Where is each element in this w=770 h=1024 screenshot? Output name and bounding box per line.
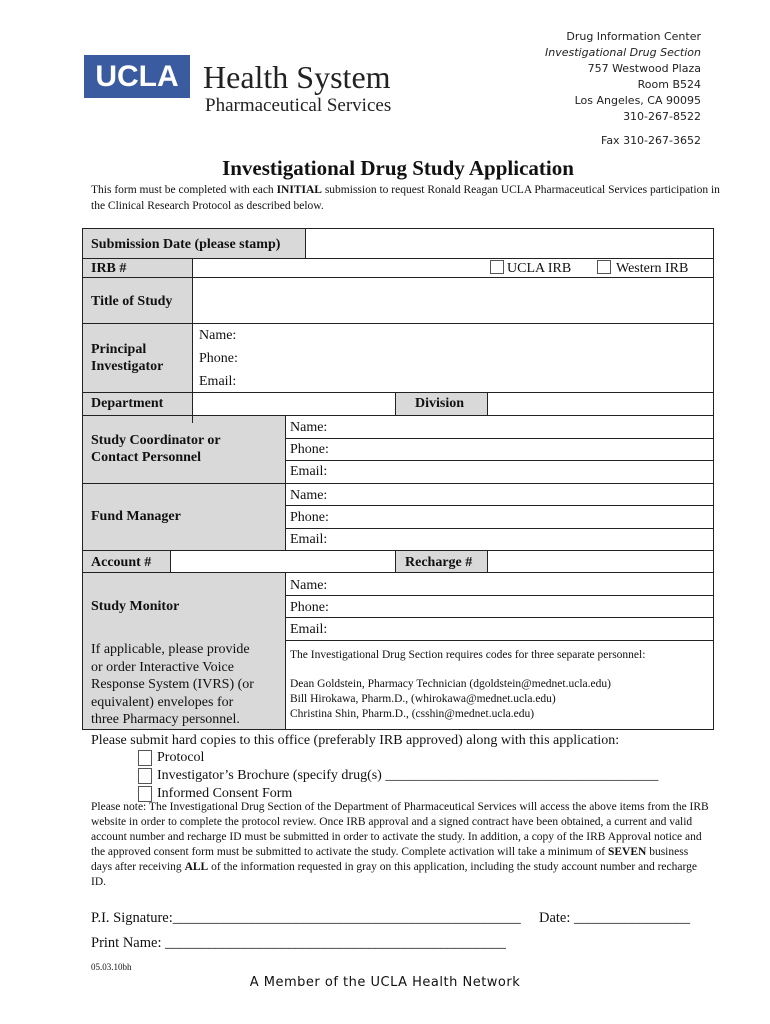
sep: [305, 228, 306, 258]
revision-code: 05.03.10bh: [91, 962, 132, 972]
address-line: Drug Information Center: [566, 30, 701, 43]
intro-bold: INITIAL: [276, 184, 322, 196]
recharge-label: Recharge #: [405, 555, 473, 570]
irb-label: IRB #: [91, 261, 127, 276]
pi-email-field[interactable]: Email:: [199, 374, 237, 389]
sep: [285, 617, 714, 618]
sep: [395, 392, 396, 415]
footer: A Member of the UCLA Health Network: [249, 975, 521, 990]
western-irb-label: Western IRB: [616, 261, 689, 276]
brochure-checkbox[interactable]: [138, 768, 152, 784]
intro-post: submission to request Ronald Reagan UCLA Pharmaceutical Services participation in the Clinical Research Protocol as described below.: [91, 184, 720, 212]
ivrs-instructions: [91, 641, 254, 729]
sep: [285, 595, 714, 596]
fax-number: Fax 310-267-3652: [601, 134, 701, 147]
fund-manager-name-field[interactable]: Name:: [290, 488, 328, 503]
protocol-label: Protocol: [157, 750, 205, 765]
sep: [82, 572, 714, 573]
western-irb-checkbox[interactable]: [597, 260, 611, 274]
address-line: Investigational Drug Section: [545, 46, 701, 59]
ivrs-line: equivalent) envelopes for: [91, 694, 234, 710]
fund-manager-phone-field[interactable]: Phone:: [290, 510, 329, 525]
sep: [285, 640, 714, 641]
study-monitor-label: Study Monitor: [91, 599, 180, 614]
ivrs-line: If applicable, please provide: [91, 642, 250, 657]
sep: [192, 258, 193, 423]
address-line: Room B524: [637, 78, 701, 91]
ivrs-info-bottom: [285, 729, 714, 730]
logo-health-system: Health System: [203, 59, 391, 95]
sep: [395, 550, 396, 572]
ivrs-info: The Investigational Drug Section requires codes for three separate personnel:: [290, 649, 646, 661]
personnel-item: Bill Hirokawa, Pharm.D., (whirokawa@mednet.ucla.edu): [290, 693, 556, 705]
ivrs-line: Response System (IVRS) (or: [91, 677, 254, 692]
form-border-bottom: [82, 729, 285, 730]
date-line[interactable]: Date: ________________: [539, 910, 691, 926]
personnel-item: Christina Shin, Pharm.D., (csshin@mednet.ucla.edu): [290, 708, 535, 720]
note-text: of the information requested in gray on this application, including the study account number and recharge ID.: [91, 861, 697, 888]
form-border-left: [82, 228, 83, 730]
submission-date-label: Submission Date (please stamp): [91, 237, 281, 252]
please-note-text: [91, 800, 711, 890]
pi-phone-field[interactable]: Phone:: [199, 351, 238, 366]
ivrs-line: or order Interactive Voice: [91, 659, 234, 675]
logo-pharmaceutical-services: Pharmaceutical Services: [205, 95, 392, 116]
sep: [285, 505, 714, 506]
print-name-line[interactable]: Print Name: _______________________________________________: [91, 935, 506, 951]
address-line: 757 Westwood Plaza: [587, 62, 701, 75]
division-label: Division: [415, 396, 465, 411]
sep: [82, 323, 714, 324]
intro-text: [91, 182, 731, 214]
address-line: 310-267-8522: [623, 110, 701, 123]
sep: [285, 460, 714, 461]
sep: [82, 483, 714, 484]
monitor-phone-field[interactable]: Phone:: [290, 600, 329, 615]
sep: [82, 277, 714, 278]
form-border-right: [713, 228, 714, 730]
sep: [487, 392, 488, 415]
pi-signature-line[interactable]: P.I. Signature:________________________________________________: [91, 910, 521, 926]
sep: [170, 550, 171, 572]
personnel-item: Dean Goldstein, Pharmacy Technician (dgoldstein@mednet.ucla.edu): [290, 678, 611, 690]
intro-pre: This form must be completed with each: [91, 184, 277, 196]
pi-label-line1: Principal: [91, 342, 147, 357]
account-label: Account #: [91, 555, 152, 570]
personnel-list: [290, 677, 611, 722]
monitor-name-field[interactable]: Name:: [290, 578, 328, 593]
ucla-logo: UCLA: [84, 55, 190, 98]
note-bold: ALL: [184, 861, 209, 873]
sep: [285, 528, 714, 529]
pi-name-field[interactable]: Name:: [199, 328, 237, 343]
sep: [82, 392, 714, 393]
note-bold: SEVEN: [607, 846, 647, 858]
fund-manager-label: Fund Manager: [91, 509, 181, 524]
protocol-checkbox[interactable]: [138, 750, 152, 766]
coordinator-label-line1: Study Coordinator or: [91, 433, 221, 448]
submit-intro: Please submit hard copies to this office (preferably IRB approved) along with this application:: [91, 733, 620, 748]
coordinator-label-line2: Contact Personnel: [91, 450, 202, 465]
ivrs-line: three Pharmacy personnel.: [91, 712, 240, 727]
page-title: Investigational Drug Study Application: [222, 156, 574, 180]
title-of-study-label: Title of Study: [91, 294, 173, 309]
fund-manager-email-field[interactable]: Email:: [290, 532, 328, 547]
sep: [487, 550, 488, 572]
sep: [82, 415, 714, 416]
address-block: [545, 29, 701, 149]
ucla-irb-label: UCLA IRB: [507, 261, 572, 276]
form-border-top: [82, 228, 714, 229]
department-label: Department: [91, 396, 164, 411]
address-line: Los Angeles, CA 90095: [574, 94, 701, 107]
pi-label-line2: Investigator: [91, 359, 164, 374]
note-text: Please note: The Investigational Drug Section of the Department of Pharmaceutical Services will access the above items from the IRB website in order to complete the protocol review. Once IRB approval and a signed contract have been obtained, a current and valid account number and recharge ID must be submitted in order to activate the study. In addition, a copy of the IRB Approval notice and the approved consent form must be submitted to activate the study. Complete activation will take a minimum of: [91, 801, 709, 858]
coordinator-name-field[interactable]: Name:: [290, 420, 328, 435]
coordinator-email-field[interactable]: Email:: [290, 464, 328, 479]
monitor-email-field[interactable]: Email:: [290, 622, 328, 637]
sep: [82, 258, 714, 259]
note-text: business days after receiving: [91, 846, 689, 873]
consent-label: Informed Consent Form: [157, 786, 293, 801]
sep: [82, 550, 714, 551]
coordinator-phone-field[interactable]: Phone:: [290, 442, 329, 457]
sep: [285, 438, 714, 439]
ucla-irb-checkbox[interactable]: [490, 260, 504, 274]
brochure-label: Investigator’s Brochure (specify drug(s) _______________________________________: [157, 768, 659, 783]
